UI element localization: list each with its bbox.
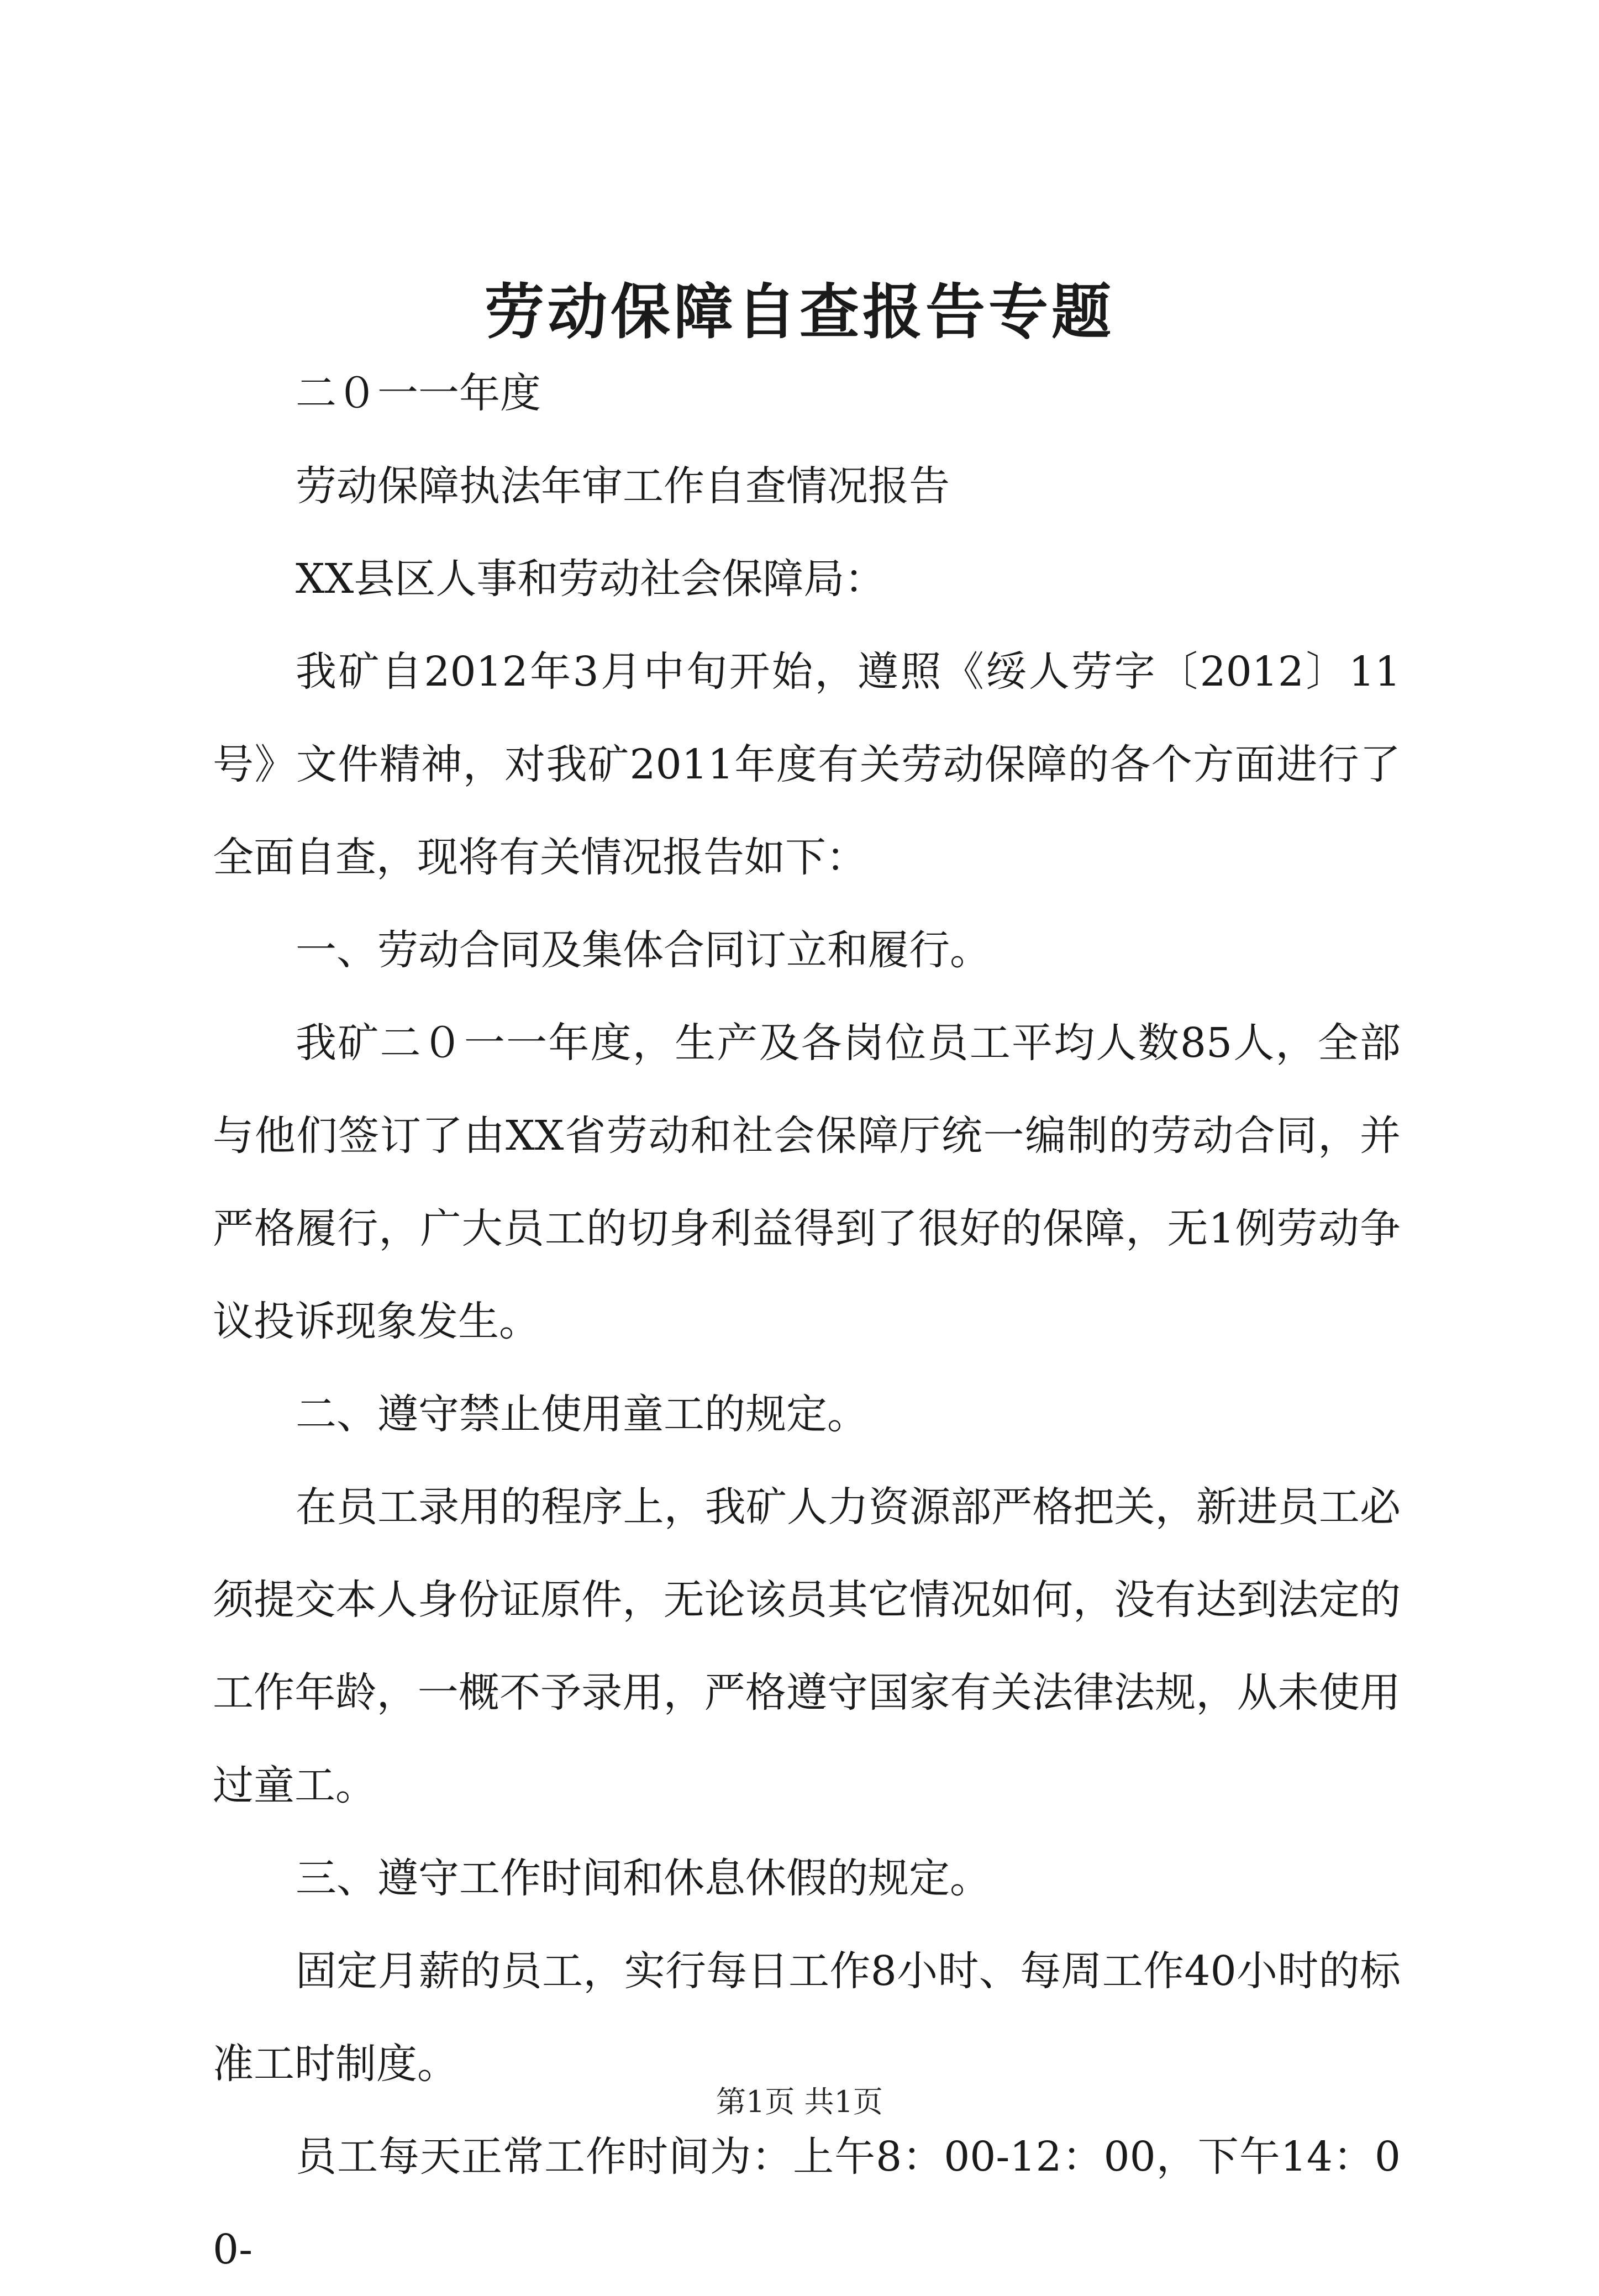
paragraph-year: 二０一一年度 [296, 370, 541, 417]
section-heading-3: 三、遵守工作时间和休息休假的规定。 [296, 1855, 991, 1902]
paragraph-section-1: 我矿二０一一年度，生产及各岗位员工平均人数85人，全部与他们签订了由XX省劳动和社会保障厅统一编制的劳动合同，并严格履行，广大员工的切身利益得到了很好的保障，无1例劳动争议投诉现象发生。 [213, 1019, 1401, 1345]
paragraph-addressee: XX县区人事和劳动社会保障局： [296, 555, 886, 603]
paragraph-report-name: 劳动保障执法年审工作自查情况报告 [296, 462, 950, 510]
document-body [213, 347, 1401, 2296]
section-heading-1: 一、劳动合同及集体合同订立和履行。 [296, 926, 991, 974]
section-heading-2: 二、遵守禁止使用童工的规定。 [296, 1391, 868, 1438]
document-title: 劳动保障自查报告专题 [484, 277, 1114, 347]
paragraph-section-3b: 员工每天正常工作时间为：上午8：00-12：00，下午14：00- [213, 2133, 1401, 2273]
page-footer: 第1页 共1页 [716, 2084, 883, 2119]
paragraph-section-2: 在员工录用的程序上，我矿人力资源部严格把关，新进员工必须提交本人身份证原件，无论该员其它情况如何，没有达到法定的工作年龄，一概不予录用，严格遵守国家有关法律法规，从未使用过童工。 [213, 1483, 1401, 1809]
paragraph-intro: 我矿自2012年3月中旬开始，遵照《绥人劳字〔2012〕11号》文件精神，对我矿2011年度有关劳动保障的各个方面进行了全面自查，现将有关情况报告如下： [213, 648, 1401, 881]
paragraph-section-3a: 固定月薪的员工，实行每日工作8小时、每周工作40小时的标准工时制度。 [213, 1947, 1401, 2088]
